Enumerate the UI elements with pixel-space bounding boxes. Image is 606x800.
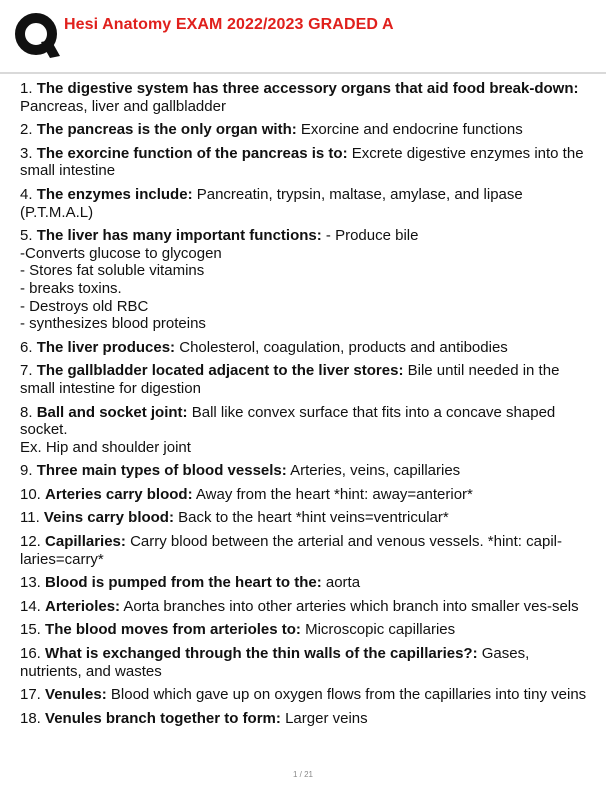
item-number: 17. bbox=[20, 686, 41, 704]
qa-item bbox=[20, 645, 590, 680]
qa-item bbox=[20, 598, 590, 616]
item-number: 10. bbox=[20, 485, 41, 503]
item-number: 8. bbox=[20, 403, 33, 421]
document-title: Hesi Anatomy EXAM 2022/2023 GRADED A bbox=[64, 16, 394, 33]
answer-text: Exorcine and endocrine functions bbox=[300, 121, 523, 139]
qa-item bbox=[20, 533, 590, 568]
qa-item bbox=[20, 145, 590, 180]
answer-text: Arteries, veins, capillaries bbox=[290, 462, 461, 480]
answer-text: Carry blood between the arterial and venous vessels. *hint: capil-laries=carry* bbox=[20, 533, 562, 568]
item-number: 11. bbox=[20, 509, 40, 527]
item-number: 13. bbox=[20, 574, 41, 592]
question-term: The pancreas is the only organ with: bbox=[36, 121, 297, 139]
question-term: The exorcine function of the pancreas is to: bbox=[36, 144, 348, 162]
question-term: The liver produces: bbox=[36, 338, 176, 356]
item-number: 5. bbox=[20, 227, 33, 245]
q-logo-icon bbox=[14, 12, 60, 58]
question-term: Ball and socket joint: bbox=[36, 403, 188, 421]
page-number: 1 / 21 bbox=[292, 770, 313, 779]
item-number: 1. bbox=[20, 80, 33, 97]
answer-text: Blood which gave up on oxygen flows from the capillaries into tiny veins bbox=[110, 686, 587, 704]
question-term: Blood is pumped from the heart to the: bbox=[45, 574, 322, 592]
qa-item bbox=[20, 121, 590, 139]
answer-line: - Destroys old RBC bbox=[20, 297, 149, 315]
answer-text: - Produce bile bbox=[325, 227, 419, 245]
answer-text: Away from the heart *hint: away=anterior* bbox=[195, 485, 473, 503]
answer-text: Larger veins bbox=[285, 709, 368, 727]
answer-line: -Converts glucose to glycogen bbox=[20, 244, 222, 262]
question-term: Venules: bbox=[45, 686, 107, 704]
item-number: 14. bbox=[20, 597, 41, 615]
question-term: Capillaries: bbox=[45, 533, 126, 551]
qa-item bbox=[20, 227, 590, 333]
answer-line: - synthesizes blood proteins bbox=[20, 315, 206, 333]
question-term: What is exchanged through the thin walls of the capillaries?: bbox=[45, 645, 478, 663]
item-number: 12. bbox=[20, 533, 41, 551]
question-term: Arterioles: bbox=[45, 597, 121, 615]
qa-item bbox=[20, 339, 590, 357]
qa-item bbox=[20, 404, 590, 457]
answer-text: Bile until needed in the small intestine for digestion bbox=[20, 362, 560, 397]
qa-item bbox=[20, 186, 590, 221]
question-term: Three main types of blood vessels: bbox=[36, 462, 287, 480]
page-header bbox=[0, 0, 606, 74]
qa-item bbox=[20, 710, 590, 728]
answer-line: - breaks toxins. bbox=[20, 279, 122, 297]
header-divider bbox=[0, 72, 606, 74]
answer-text: Ball like convex surface that fits into a concave shaped socket. bbox=[20, 403, 556, 439]
answer-text: Aorta branches into other arteries which branch into smaller ves-sels bbox=[123, 597, 579, 615]
answer-text: Cholesterol, coagulation, products and antibodies bbox=[179, 338, 508, 356]
qa-item bbox=[20, 621, 590, 639]
answer-line: Ex. Hip and shoulder joint bbox=[20, 438, 191, 456]
answer-text: Excrete digestive enzymes into the small intestine bbox=[20, 144, 584, 180]
item-number: 15. bbox=[20, 621, 41, 639]
question-term: Venules branch together to form: bbox=[45, 709, 281, 727]
question-term: The gallbladder located adjacent to the liver stores: bbox=[36, 362, 404, 380]
answer-text: Back to the heart *hint veins=ventricular* bbox=[178, 509, 449, 527]
qa-item bbox=[20, 686, 590, 704]
qa-item bbox=[20, 462, 590, 480]
question-term: Veins carry blood: bbox=[43, 509, 174, 527]
answer-text: Pancreatin, trypsin, maltase, amylase, and lipase (P.T.M.A.L) bbox=[20, 185, 523, 221]
answer-text: Gases, nutrients, and wastes bbox=[20, 645, 530, 680]
qa-item bbox=[20, 362, 590, 397]
answer-line: - Stores fat soluble vitamins bbox=[20, 262, 205, 280]
item-number: 7. bbox=[20, 362, 33, 380]
question-term: The liver has many important functions: bbox=[36, 227, 322, 245]
item-number: 16. bbox=[20, 645, 41, 663]
item-number: 4. bbox=[20, 185, 33, 203]
answer-text: Microscopic capillaries bbox=[305, 621, 456, 639]
question-term: Arteries carry blood: bbox=[45, 485, 193, 503]
flashcard-list bbox=[20, 80, 590, 733]
question-term: The digestive system has three accessory organs that aid food break-down: bbox=[36, 80, 579, 97]
qa-item bbox=[20, 509, 590, 527]
item-number: 3. bbox=[20, 144, 33, 162]
answer-text: aorta bbox=[325, 574, 361, 592]
qa-item bbox=[20, 80, 590, 115]
answer-text: Pancreas, liver and gallbladder bbox=[20, 97, 226, 115]
question-term: The enzymes include: bbox=[36, 185, 193, 203]
item-number: 9. bbox=[20, 462, 33, 480]
qa-item bbox=[20, 574, 590, 592]
item-number: 18. bbox=[20, 709, 41, 727]
qa-item bbox=[20, 486, 590, 504]
item-number: 2. bbox=[20, 121, 33, 139]
item-number: 6. bbox=[20, 338, 33, 356]
question-term: The blood moves from arterioles to: bbox=[45, 621, 301, 639]
